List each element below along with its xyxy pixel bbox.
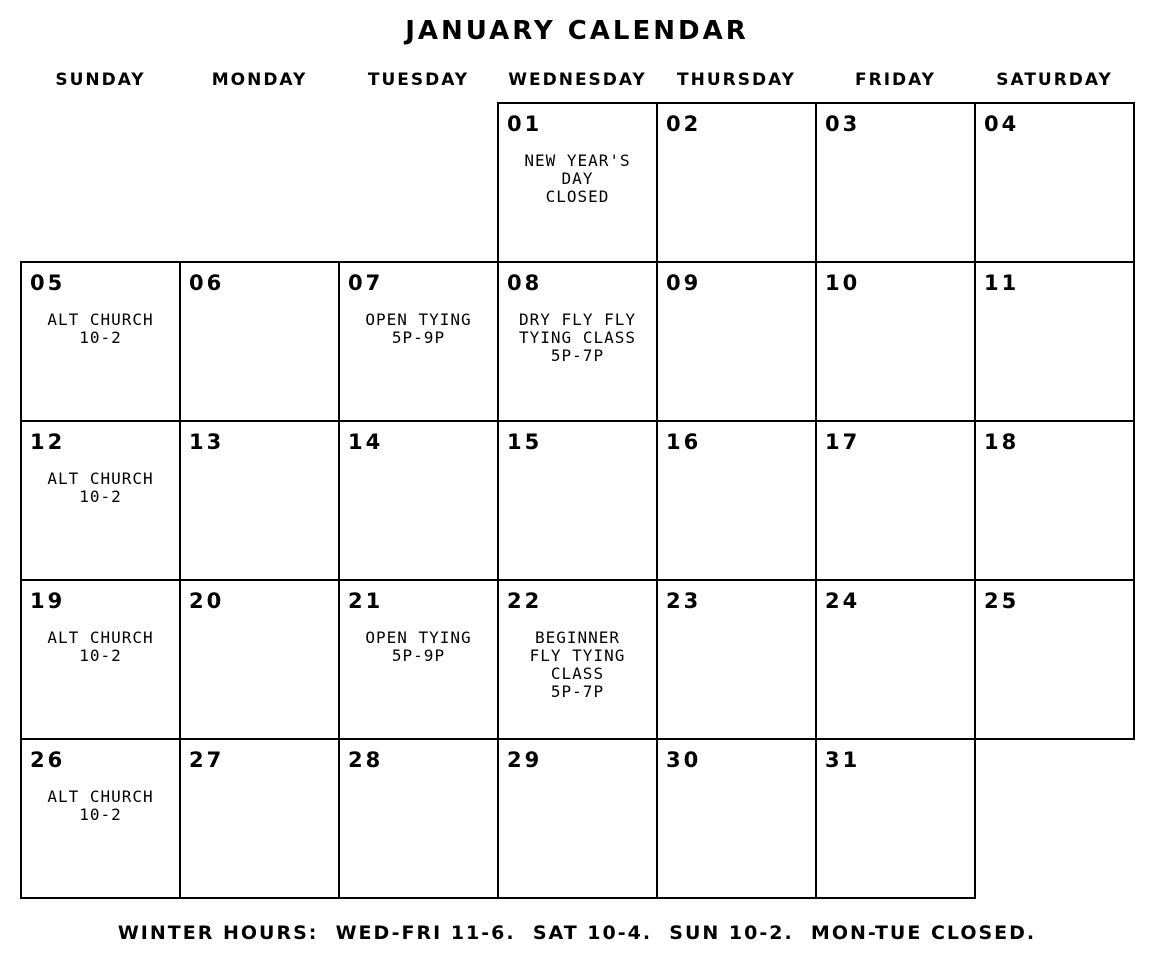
day-number: 26 <box>30 748 66 772</box>
weekday-wednesday: WEDNESDAY <box>508 70 647 90</box>
day-cell-17[interactable] <box>815 420 976 581</box>
day-cell-25[interactable] <box>974 579 1135 740</box>
day-cell-05[interactable] <box>20 261 181 422</box>
day-number: 25 <box>984 589 1020 613</box>
day-number: 07 <box>348 271 384 295</box>
day-number: 30 <box>666 748 702 772</box>
day-number: 02 <box>666 112 702 136</box>
day-cell-12[interactable] <box>20 420 181 581</box>
day-number: 11 <box>984 271 1020 295</box>
day-number: 24 <box>825 589 861 613</box>
weekday-sunday: SUNDAY <box>55 70 146 90</box>
day-number: 01 <box>507 112 543 136</box>
day-number: 10 <box>825 271 861 295</box>
day-number: 06 <box>189 271 225 295</box>
day-cell-28[interactable] <box>338 738 499 899</box>
day-cell-10[interactable] <box>815 261 976 422</box>
day-number: 29 <box>507 748 543 772</box>
weekday-monday: MONDAY <box>211 70 308 90</box>
event-text: ALT CHURCH 10-2 <box>47 787 154 824</box>
weekday-thursday: THURSDAY <box>677 70 796 90</box>
winter-hours-footer: WINTER HOURS: WED-FRI 11-6. SAT 10-4. SUN 10-2. MON-TUE CLOSED. <box>117 922 1037 944</box>
event-text: ALT CHURCH 10-2 <box>47 469 154 506</box>
day-number: 17 <box>825 430 861 454</box>
day-cell-01[interactable] <box>497 102 658 263</box>
day-number: 03 <box>825 112 861 136</box>
calendar-title: JANUARY CALENDAR <box>405 16 749 46</box>
day-cell-24[interactable] <box>815 579 976 740</box>
day-number: 13 <box>189 430 225 454</box>
day-cell-29[interactable] <box>497 738 658 899</box>
day-cell-19[interactable] <box>20 579 181 740</box>
day-cell-09[interactable] <box>656 261 817 422</box>
event-text: NEW YEAR'S DAY CLOSED <box>524 151 631 206</box>
day-cell-21[interactable] <box>338 579 499 740</box>
day-number: 19 <box>30 589 66 613</box>
day-cell-20[interactable] <box>179 579 340 740</box>
day-cell-30[interactable] <box>656 738 817 899</box>
day-number: 04 <box>984 112 1020 136</box>
day-cell-07[interactable] <box>338 261 499 422</box>
day-cell-26[interactable] <box>20 738 181 899</box>
day-number: 21 <box>348 589 384 613</box>
day-cell-03[interactable] <box>815 102 976 263</box>
day-number: 28 <box>348 748 384 772</box>
day-cell-11[interactable] <box>974 261 1135 422</box>
day-number: 23 <box>666 589 702 613</box>
day-number: 08 <box>507 271 543 295</box>
day-number: 27 <box>189 748 225 772</box>
day-cell-14[interactable] <box>338 420 499 581</box>
day-number: 12 <box>30 430 66 454</box>
day-number: 31 <box>825 748 861 772</box>
weekday-saturday: SATURDAY <box>996 70 1113 90</box>
day-number: 15 <box>507 430 543 454</box>
day-number: 14 <box>348 430 384 454</box>
event-text: BEGINNER FLY TYING CLASS 5P-7P <box>529 628 626 701</box>
day-number: 05 <box>30 271 66 295</box>
event-text: DRY FLY FLY TYING CLASS 5P-7P <box>519 310 636 365</box>
day-cell-08[interactable] <box>497 261 658 422</box>
event-text: ALT CHURCH 10-2 <box>47 310 154 347</box>
day-cell-23[interactable] <box>656 579 817 740</box>
day-cell-13[interactable] <box>179 420 340 581</box>
day-number: 18 <box>984 430 1020 454</box>
day-cell-22[interactable] <box>497 579 658 740</box>
day-cell-04[interactable] <box>974 102 1135 263</box>
day-cell-18[interactable] <box>974 420 1135 581</box>
day-number: 09 <box>666 271 702 295</box>
day-cell-15[interactable] <box>497 420 658 581</box>
day-number: 22 <box>507 589 543 613</box>
event-text: OPEN TYING 5P-9P <box>365 310 472 347</box>
weekday-tuesday: TUESDAY <box>367 70 470 90</box>
weekday-friday: FRIDAY <box>855 70 936 90</box>
day-cell-31[interactable] <box>815 738 976 899</box>
day-number: 20 <box>189 589 225 613</box>
day-cell-02[interactable] <box>656 102 817 263</box>
day-cell-27[interactable] <box>179 738 340 899</box>
day-cell-16[interactable] <box>656 420 817 581</box>
day-cell-06[interactable] <box>179 261 340 422</box>
event-text: ALT CHURCH 10-2 <box>47 628 154 665</box>
event-text: OPEN TYING 5P-9P <box>365 628 472 665</box>
day-number: 16 <box>666 430 702 454</box>
